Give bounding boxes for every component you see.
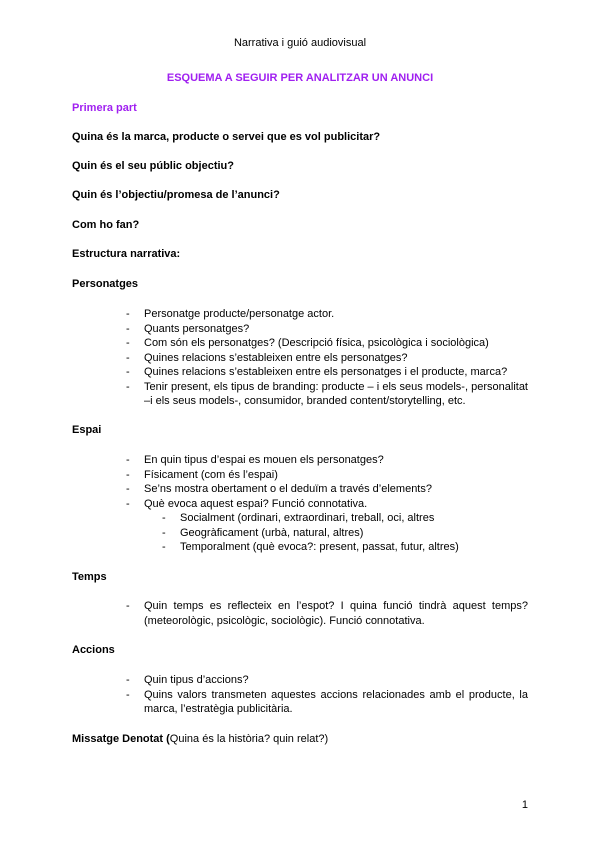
list-bullet: - [126,351,130,364]
missatge-denotat [72,733,328,745]
list-item-text: Quin temps es reflecteix en l’espot? I quina funció tindrà aquest temps? (meteorològic, psicològic, sociològic). Funció connotativa. [144,600,528,627]
accions-list [0,673,600,717]
list-item-text: Com són els personatges? (Descripció física, psicològica i sociològica) [144,337,489,349]
list-item-text: Físicament (com és l’espai) [144,468,278,481]
list-bullet: - [126,380,130,393]
list-item-text: Temporalment (què evoca?: present, passat, futur, altres) [180,541,459,553]
sub-list-item [0,511,600,526]
list-item-text: En quin tipus d’espai es mouen els personatges? [144,454,384,466]
list-bullet: - [126,483,130,495]
list-item [0,380,600,409]
list-bullet: - [126,308,130,320]
list-item [0,599,600,628]
list-item-text: Quants personatges? [144,322,250,335]
list-bullet: - [126,600,130,612]
list-bullet: - [126,497,130,510]
list-item [0,453,600,468]
list-item-text: Geogràficament (urbà, natural, altres) [180,526,364,539]
list-bullet: - [126,688,130,701]
list-bullet: - [162,526,166,539]
list-bullet: - [126,454,130,466]
personatges-list [0,307,600,409]
list-bullet: - [126,322,130,335]
section-accions-heading: Accions [72,644,115,656]
document-title: ESQUEMA A SEGUIR PER ANALITZAR UN ANUNCI [166,72,434,84]
list-item-text: Quines relacions s’estableixen entre els personatges? [144,351,408,364]
list-item-text: Tenir present, els tipus de branding: producte – i els seus models-, personalitat –i els seus models-, consumidor, branded content/storytelling, etc. [144,380,528,407]
list-item [0,322,600,337]
list-item-text: Quines relacions s’estableixen entre els personatges i el producte, marca? [144,366,508,378]
temps-list [0,599,600,628]
question-how: Com ho fan? [72,219,140,231]
list-item-text: Quins valors transmeten aquestes accions relacionades amb el producte, la marca, l’estratègia publicitària. [144,688,528,715]
list-item-text: Socialment (ordinari, extraordinari, treball, oci, altres [180,512,435,524]
page-header: Narrativa i guió audiovisual [233,37,367,49]
question-structure: Estructura narrativa: [72,248,181,260]
section-personatges-heading: Personatges [72,278,139,290]
question-brand: Quina és la marca, producte o servei que es vol publicitar? [72,131,381,143]
missatge-text: Quina és la història? quin relat?) [169,733,329,745]
page-number: 1 [521,799,528,811]
list-item-text: Se’ns mostra obertament o el deduïm a través d’elements? [144,483,432,495]
list-item-text: Quin tipus d’accions? [144,674,249,686]
question-audience: Quin és el seu públic objectiu? [72,160,234,172]
list-bullet: - [162,512,166,524]
section-temps-heading: Temps [72,571,107,583]
list-item-text: Personatge producte/personatge actor. [144,308,335,320]
list-bullet: - [126,674,130,686]
question-objective: Quin és l’objectiu/promesa de l’anunci? [72,189,280,201]
list-item [0,365,600,380]
list-bullet: - [162,541,166,553]
sub-list-item [0,526,600,541]
list-item-text: Què evoca aquest espai? Funció connotativa. [144,497,368,510]
section-espai-heading: Espai [72,424,102,436]
list-bullet: - [126,366,130,378]
list-item [0,673,600,688]
list-item [0,482,600,497]
list-bullet: - [126,337,130,349]
list-item [0,351,600,366]
list-item [0,497,600,512]
sub-list-item [0,540,600,555]
list-item [0,307,600,322]
part-heading: Primera part [72,102,137,114]
list-item [0,468,600,483]
espai-list [0,453,600,555]
list-item [0,688,600,717]
list-bullet: - [126,468,130,481]
missatge-label: Missatge Denotat ( [72,733,170,745]
list-item [0,336,600,351]
